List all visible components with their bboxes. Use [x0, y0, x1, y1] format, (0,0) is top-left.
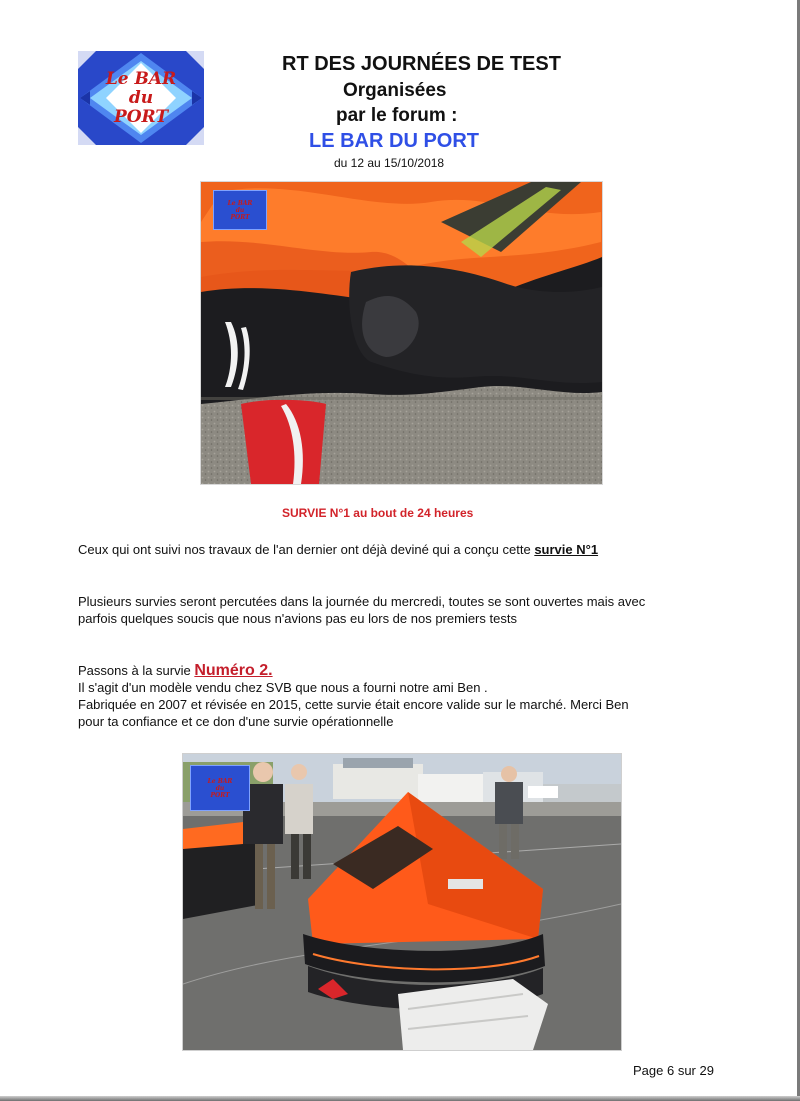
photo-life-raft-after-24h: [201, 182, 602, 484]
subtitle-line-1: Organisées: [343, 80, 447, 101]
watermark-text-line: Le BAR: [207, 777, 233, 785]
paragraph-3-line: Fabriquée en 2007 et révisée en 2015, cette survie était encore valide sur le marché. Merci Ben: [78, 697, 629, 712]
paragraph-1-text: Ceux qui ont suivi nos travaux de l'an dernier ont déjà deviné qui a conçu cette: [78, 542, 535, 557]
logo-text-line: du: [128, 87, 154, 108]
paragraph-3-line: pour ta confiance et ce don d'une survie opérationnelle: [78, 714, 394, 729]
survie-1-reference: survie N°1: [534, 542, 599, 557]
paragraph-3-line: Il s'agit d'un modèle vendu chez SVB que nous a fourni notre ami Ben .: [78, 680, 488, 695]
watermark-text-line: Le BAR: [227, 199, 253, 207]
forum-logo: [78, 51, 204, 145]
forum-name: LE BAR DU PORT: [309, 130, 479, 152]
logo-text-line: PORT: [113, 106, 169, 127]
survie-2-heading: Numéro 2.: [194, 662, 273, 679]
watermark-logo: [190, 765, 250, 811]
photo-caption: SURVIE N°1 au bout de 24 heures: [282, 506, 474, 520]
paragraph-2: [78, 593, 645, 627]
watermark-text-line: du: [235, 206, 245, 214]
event-dates: du 12 au 15/10/2018: [334, 156, 445, 170]
subtitle-line-2: par le forum :: [336, 105, 458, 126]
paragraph-3: [78, 662, 629, 730]
watermark-text-line: PORT: [230, 213, 250, 221]
paragraph-2-line: Plusieurs survies seront percutées dans la journée du mercredi, toutes se sont ouvertes mais avec: [78, 594, 646, 609]
watermark-text-line: du: [215, 784, 225, 792]
document-title: RT DES JOURNÉES DE TEST: [282, 53, 561, 75]
paragraph-1: [78, 541, 598, 558]
watermark-text-line: PORT: [210, 791, 230, 799]
paragraph-2-line: parfois quelques soucis que nous n'avions pas eu lors de nos premiers tests: [78, 611, 517, 626]
watermark-logo: [213, 190, 267, 230]
page-bottom-edge: [0, 1096, 800, 1101]
photo-life-raft-number-2: [183, 754, 621, 1050]
logo-text-line: Le BAR: [105, 68, 177, 89]
paragraph-3-intro: Passons à la survie: [78, 663, 195, 678]
page-number: Page 6 sur 29: [633, 1063, 714, 1078]
